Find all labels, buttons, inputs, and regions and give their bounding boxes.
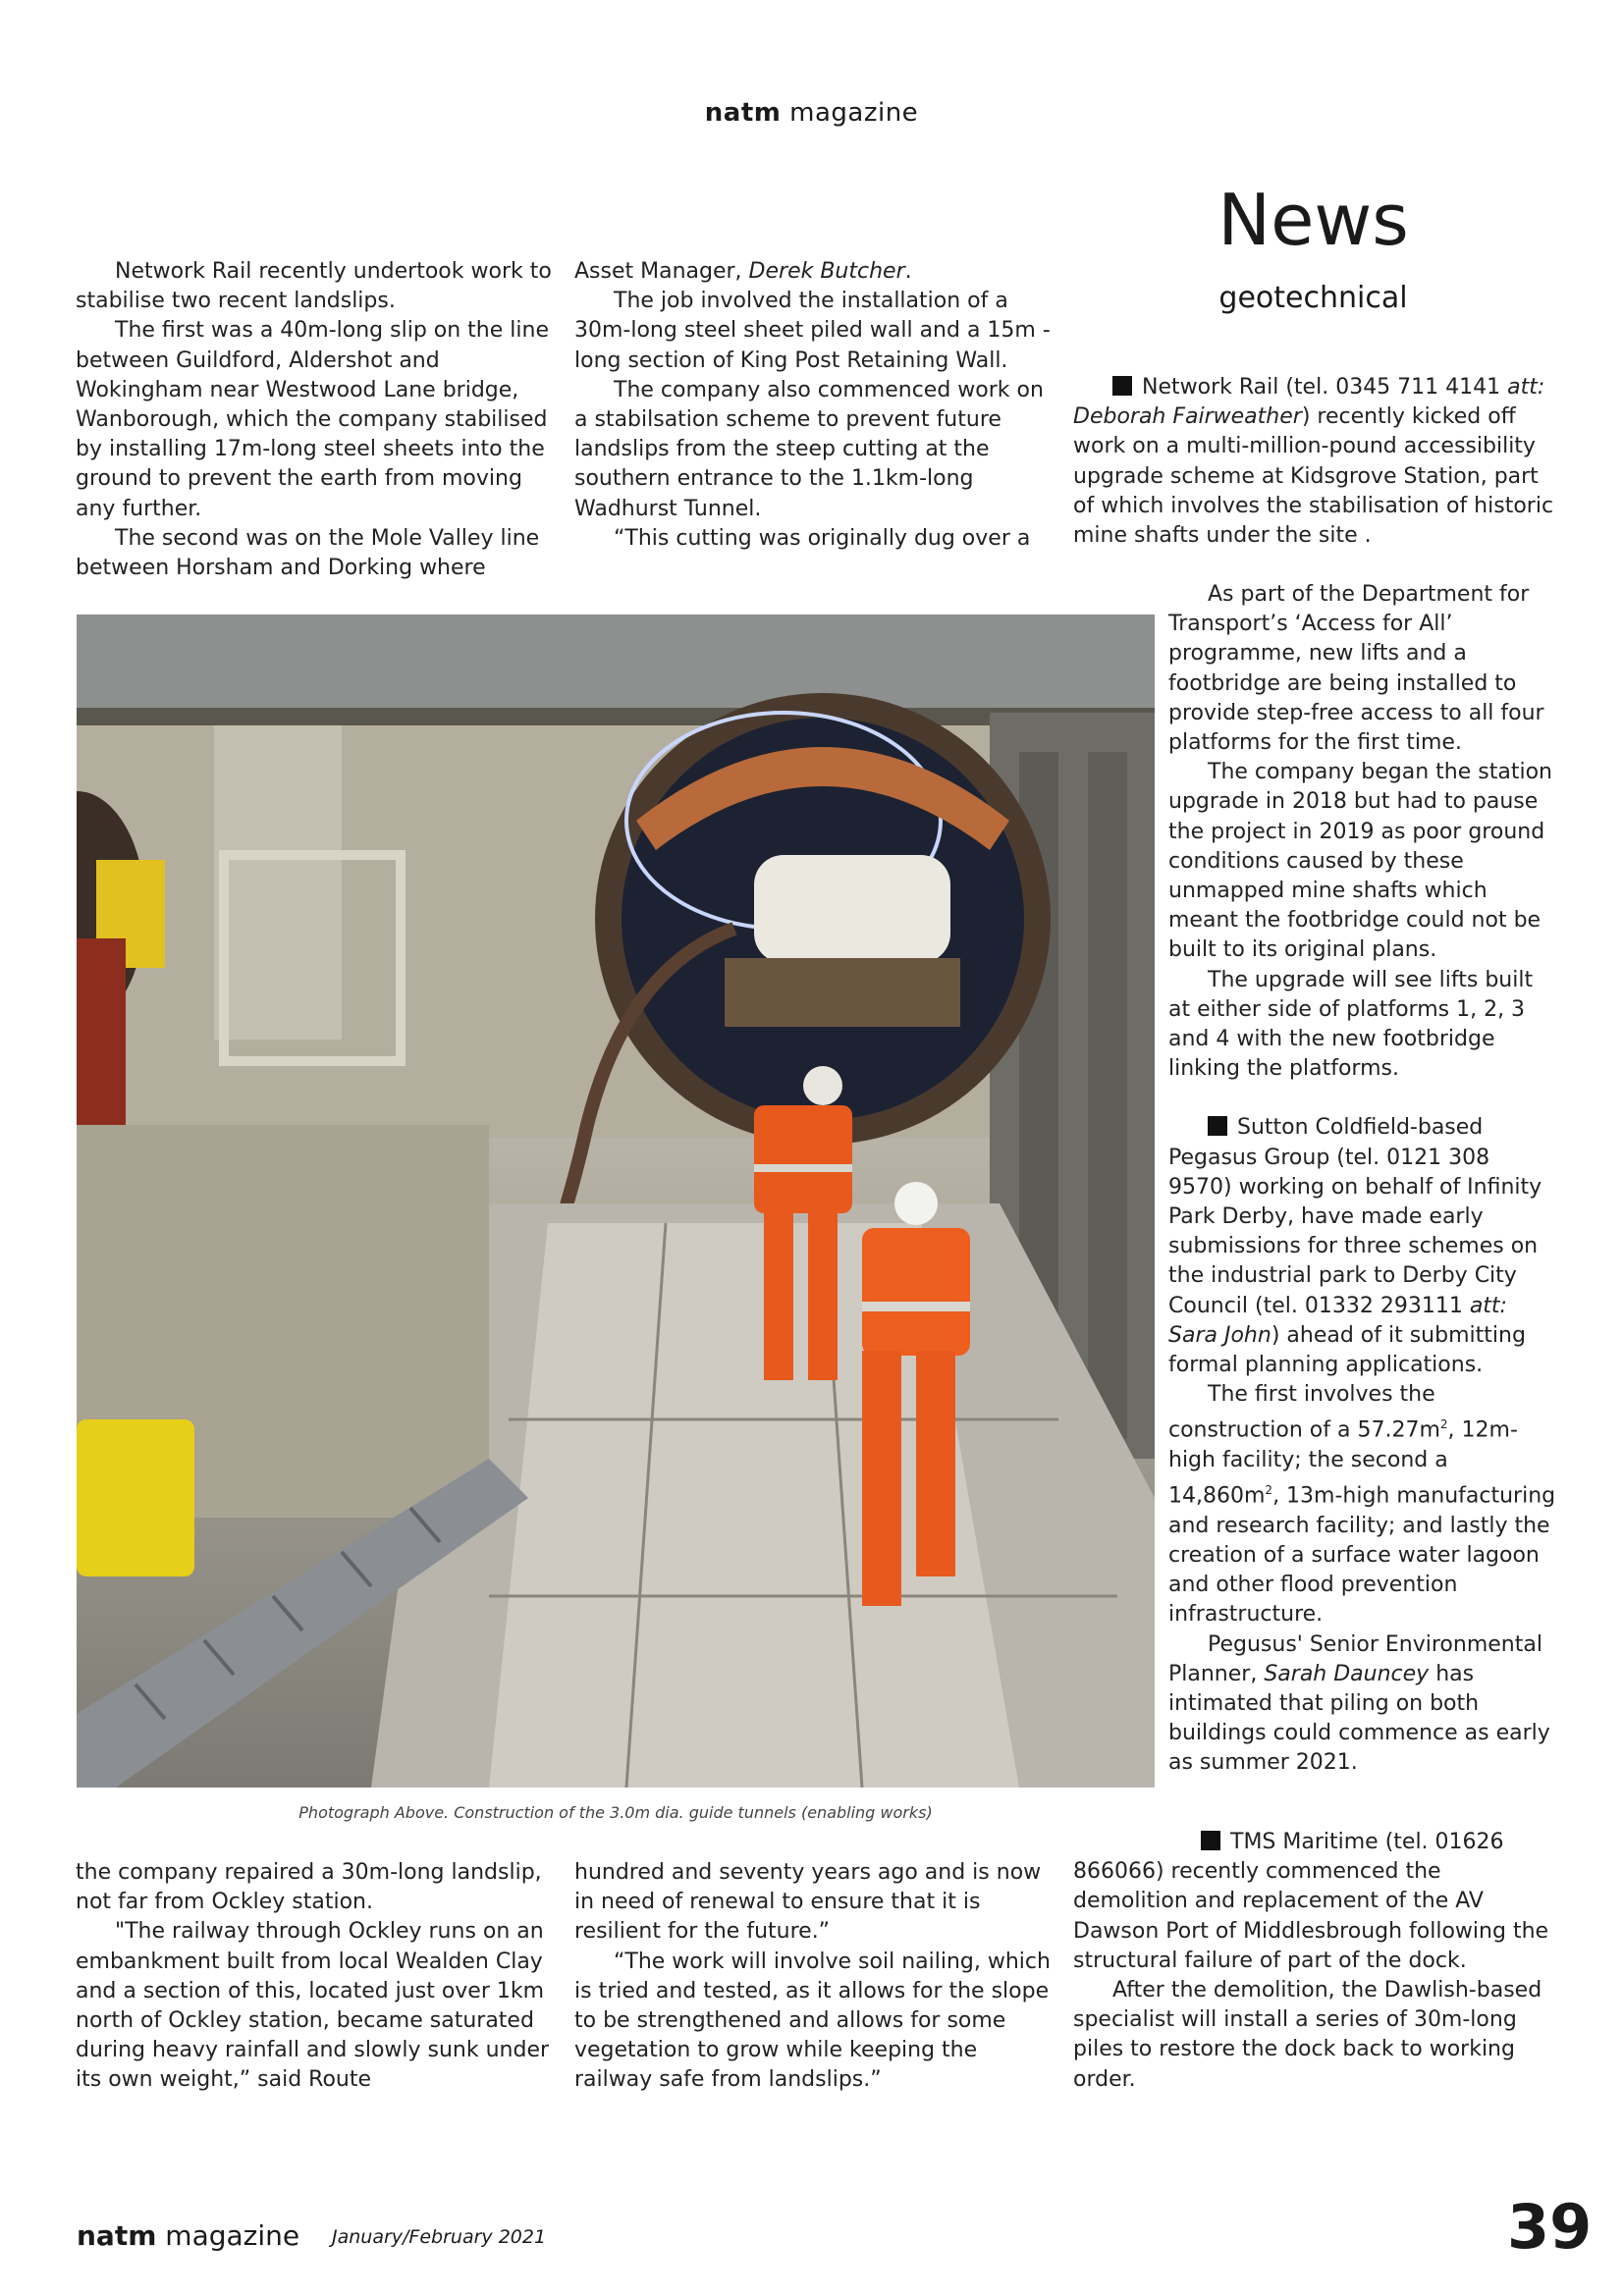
news-item-3-lead	[1073, 1828, 1556, 1976]
paragraph: As part of the Department for Transport’s ‘Access for All’ programme, new lifts and a footbridge are being installed to provide step-free access to all four platforms for the first time.	[1168, 582, 1544, 756]
paragraph: the company repaired a 30m-long landslip, not far from Ockley station.	[76, 1860, 542, 1915]
paragraph: “This cutting was originally dug over a	[614, 525, 1031, 551]
text-run: Asset Manager,	[574, 259, 749, 284]
paragraph: hundred and seventy years ago and is now in need of renewal to ensure that it is resilient for the future.”	[574, 1860, 1042, 1945]
header-brand-rest: magazine	[781, 98, 919, 128]
header-brand: natm	[704, 98, 782, 128]
text-run: ) ahead of it submitting formal planning applications.	[1168, 1322, 1526, 1378]
footer-brand-bold: natm	[77, 2219, 157, 2252]
paragraph: The first was a 40m-long slip on the line between Guildford, Aldershot and Wokingham near Westwood Lane bridge, Wanborough, which the company stabilised by installing 17m-long steel sheets into the ground to prevent the earth from moving any further.	[76, 318, 549, 521]
column-2-bottom	[574, 1858, 1057, 2096]
tunnel-construction-photo	[77, 614, 1155, 1788]
text-run: , 13m-high manufacturing and research facility; and lastly the creation of a surface water lagoon and other flood prevention infrastructure.	[1168, 1483, 1556, 1628]
bullet-square-icon	[1201, 1831, 1220, 1850]
column-2-top	[574, 257, 1057, 554]
paragraph: The second was on the Mole Valley line between Horsham and Dorking where	[76, 525, 540, 581]
news-item-2-lead	[1168, 1113, 1556, 1380]
superscript: 2	[1439, 1417, 1448, 1432]
paragraph: “The work will involve soil nailing, which is tried and tested, as it allows for the slope to be strengthened and allows for some vegetation to grow while keeping the railway safe from landslips.”	[574, 1949, 1051, 2093]
column-1-top	[76, 257, 559, 583]
bullet-square-icon	[1208, 1116, 1227, 1136]
contact-attention: att: Deborah Fairweather	[1073, 375, 1545, 430]
column-3-bottom	[1073, 1828, 1556, 2095]
paragraph: The upgrade will see lifts built at either side of platforms 1, 2, 3 and 4 with the new footbridge linking the platforms.	[1168, 967, 1534, 1082]
person-name: Derek Butcher	[748, 259, 905, 284]
text-run: ) recently kicked off work on a multi-million-pound accessibility upgrade scheme at Kidsgrove Station, part of which involves the stabilisation of historic mine shafts under the site .	[1073, 404, 1554, 549]
text-run: Sutton Coldfield-based Pegasus Group (tel. 0121 308 9570) working on behalf of Infinity Park Derby, have made early submissions for three schemes on the industrial park to Derby City Council (tel. 01332 293111	[1168, 1115, 1542, 1318]
paragraph	[1168, 1380, 1556, 1629]
text-run: has intimated that piling on both buildings could commence as early as summer 2021.	[1168, 1661, 1550, 1776]
footer-brand-rest: magazine	[156, 2219, 300, 2252]
text-run: Network Rail (tel. 0345 711 4141	[1142, 375, 1508, 400]
person-name: Sarah Dauncey	[1264, 1661, 1430, 1686]
issue-date: January/February 2021	[332, 2226, 547, 2248]
bullet-square-icon	[1112, 376, 1132, 396]
photo-illustration	[77, 614, 1155, 1788]
paragraph: The job involved the installation of a 30m-long steel sheet piled wall and a 15m -long section of King Post Retaining Wall.	[574, 289, 1051, 373]
paragraph: Network Rail recently undertook work to stabilise two recent landslips.	[76, 259, 552, 314]
column-3-narrow	[1168, 580, 1556, 1779]
news-item-1-lead	[1073, 373, 1556, 551]
section-title: News	[1217, 179, 1409, 261]
footer-brand	[77, 2219, 299, 2252]
paragraph: "The railway through Ockley runs on an embankment built from local Wealden Clay and a section of this, located just over 1km north of Ockley station, became saturated during heavy rainfall and slowly sunk under its own weight,” said Route	[76, 1919, 550, 2093]
column-3-upper	[1073, 373, 1556, 551]
page-number: 39	[1507, 2191, 1593, 2263]
paragraph: The company also commenced work on a stabilsation scheme to prevent future landslips from the steep cutting at the southern entrance to the 1.1km-long Wadhurst Tunnel.	[574, 377, 1044, 521]
text-run: .	[904, 259, 912, 284]
running-header	[0, 98, 1623, 128]
superscript: 2	[1265, 1483, 1273, 1498]
section-subtitle: geotechnical	[1218, 281, 1408, 315]
contact-attention: att: Sara John	[1168, 1293, 1507, 1348]
text-run: , 12m-high facility; the second a 14,860m	[1168, 1417, 1518, 1509]
text-run: Pegusus' Senior Environmental Planner,	[1168, 1631, 1542, 1686]
column-1-bottom	[76, 1858, 559, 2096]
paragraph	[1168, 1630, 1556, 1779]
photo-caption: Photograph Above. Construction of the 3.0m dia. guide tunnels (enabling works)	[298, 1803, 933, 1822]
paragraph: After the demolition, the Dawlish-based specialist will install a series of 30m-long piles to restore the dock back to working order.	[1073, 1978, 1542, 2092]
paragraph: The company began the station upgrade in 2018 but had to pause the project in 2019 as poor ground conditions caused by these unmapped mine shafts which meant the footbridge could not be built to its original plans.	[1168, 760, 1552, 963]
text-run: The first involves the construction of a 57.27m	[1168, 1382, 1440, 1443]
text-run: TMS Maritime (tel. 01626 866066) recently commenced the demolition and replacement of the AV Dawson Port of Middlesbrough following the structural failure of part of the dock.	[1073, 1830, 1549, 1973]
paragraph	[574, 257, 1057, 287]
